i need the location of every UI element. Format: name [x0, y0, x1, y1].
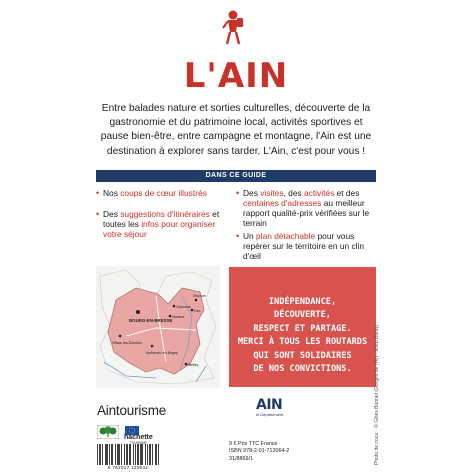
feature-item	[96, 209, 226, 239]
feature-text	[103, 209, 226, 239]
body-text: Des	[103, 209, 121, 219]
department-logo-subtitle: le Département	[256, 412, 284, 417]
section-title: DANS CE GUIDE	[205, 172, 267, 179]
highlight-text: visites	[260, 188, 284, 198]
body-text: , des	[283, 188, 304, 198]
slogan-line: DE NOS CONVICTIONS.	[253, 364, 352, 375]
slogan-text	[229, 296, 376, 376]
barcode	[96, 444, 160, 466]
slogan-line: QUI SONT SOLIDAIRES	[253, 350, 352, 361]
feature-item	[236, 231, 378, 261]
body-text: pour vous repérer sur le territoire en un clin d'œil	[243, 231, 365, 261]
body-text: Un	[243, 231, 257, 241]
code-line: 31/8869/1	[229, 455, 253, 462]
map-label: Villars-les-Dombes	[112, 341, 143, 345]
barcode-number: 9 782017 130642	[107, 465, 149, 470]
body-text: et toutes les	[103, 209, 220, 229]
feature-item	[236, 188, 378, 228]
guide-title: L'AIN	[183, 56, 289, 96]
photo-credit-container	[374, 324, 382, 465]
body-text: et des	[334, 188, 360, 198]
map-label: BOURG-EN-BRESSE	[129, 318, 173, 323]
price-isbn-block	[229, 441, 289, 463]
bullet-icon: •	[236, 188, 240, 198]
bullet-icon: •	[96, 209, 100, 219]
bullet-icon: •	[96, 188, 100, 198]
department-logo	[256, 398, 296, 420]
map-city-marker	[136, 310, 140, 314]
aintourisme-ain: Ain	[97, 403, 116, 418]
body-text: Des	[243, 188, 261, 198]
map-label: Divonne	[193, 294, 207, 298]
slogan-line: INDÉPENDANCE,	[268, 297, 337, 307]
intro-paragraph: Entre balades nature et sorties culturelles, découverte de la gastronomie et du patrimoine local, activités sportives et pause bien-être, entre campagne et montagne, l'Ain est une destination à explorer sans tarder. L'Ain, c'est pour vous !	[100, 103, 372, 157]
department-map	[96, 266, 220, 388]
feature-text	[243, 231, 378, 261]
slogan-line: MERCI À TOUS LES ROUTARDS	[237, 337, 368, 348]
map-label: Gex	[194, 309, 201, 313]
map-label: Nantua	[172, 315, 185, 319]
price-line: 9 € Prix TTC France	[229, 441, 278, 447]
slogan-line: RESPECT ET PARTAGE.	[253, 323, 352, 334]
highlight-text: coups de cœur illustrés	[120, 188, 207, 198]
feature-item	[96, 188, 226, 198]
highlight-text: suggestions d'itinéraires	[120, 209, 210, 219]
department-logo-name: AIN	[256, 397, 283, 413]
aintourisme-tourisme: tourisme	[115, 403, 167, 418]
highlight-text: centaines d'adresses	[243, 198, 322, 208]
body-text: au meilleur rapport qualité-prix vérifiées sur le terrain	[243, 198, 370, 228]
highlight-text: plan détachable	[256, 231, 316, 241]
map-label: Ambérieu-en-Bugey	[146, 351, 178, 355]
bullet-icon: •	[236, 231, 240, 241]
map-label: Belley	[188, 363, 199, 367]
publisher-logo: hachette	[124, 434, 153, 441]
feature-text	[103, 188, 226, 198]
routard-logo-icon	[220, 6, 246, 46]
publisher-sub: TOURISME	[130, 441, 147, 445]
highlight-text: activités	[304, 188, 335, 198]
slogan-line: DÉCOUVERTE,	[274, 310, 331, 321]
body-text: Nos	[103, 188, 121, 198]
map-label: Oyonnax	[176, 305, 192, 309]
pefc-tree-icon	[97, 425, 119, 439]
photo-credit: Photo de couv. : © Gilles Bonnet (Gorges de l'Ain - Mont Bafay)	[374, 324, 380, 465]
isbn-line: ISBN 978-2-01-713064-2	[229, 448, 290, 455]
highlight-text: infos pour organiser votre séjour	[103, 219, 216, 239]
aintourisme-logo	[97, 403, 166, 418]
feature-text	[243, 188, 378, 228]
